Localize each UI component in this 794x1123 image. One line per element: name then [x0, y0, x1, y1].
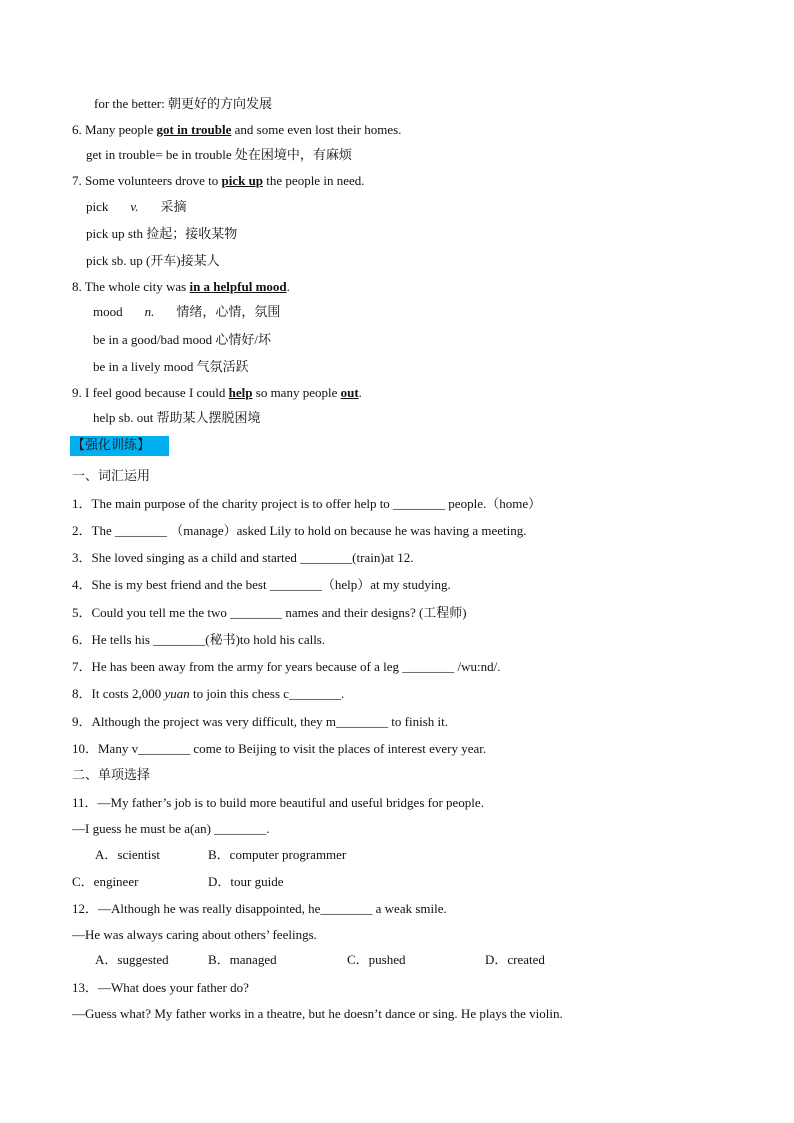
- key-phrase: out: [340, 385, 359, 400]
- note-text: 9. I feel good because I could: [72, 385, 229, 400]
- q11-option-c: C．engineer: [72, 874, 139, 889]
- note-line-3: get in trouble= be in trouble 处在困境中，有麻烦: [86, 147, 352, 162]
- vocab-item-2: 2．The ________ （manage）asked Lily to hold on because he was having a meeting.: [72, 523, 527, 538]
- note-line-1: for the better: 朝更好的方向发展: [94, 96, 272, 111]
- vocab-item-3: 3．She loved singing as a child and started ________(train)at 12.: [72, 550, 414, 565]
- note-line-13: help sb. out 帮助某人摆脱困境: [93, 410, 261, 425]
- note-text: 7. Some volunteers drove to: [72, 173, 222, 188]
- vocab-item-1: 1．The main purpose of the charity project is to offer help to ________ people.（home）: [72, 496, 542, 511]
- note-line-10: be in a good/bad mood 心情好/坏: [93, 332, 272, 347]
- vocab-item-7: 7．He has been away from the army for years because of a leg ________ /wu:nd/.: [72, 659, 501, 674]
- definition: 情绪，心情，氛围: [176, 304, 281, 319]
- note-line-8: [72, 279, 290, 295]
- note-text: .: [358, 385, 362, 400]
- note-line-11: be in a lively mood 气氛活跃: [93, 359, 249, 374]
- q11-option-d: D．tour guide: [208, 874, 284, 889]
- key-phrase: got in trouble: [156, 122, 232, 137]
- vocab-text: to join this chess c________.: [189, 686, 345, 701]
- vocab-italic: yuan: [164, 686, 190, 701]
- note-text: .: [286, 279, 290, 294]
- vocab-text: 8．It costs 2,000: [72, 686, 165, 701]
- part-of-speech: n.: [144, 304, 155, 319]
- part-of-speech: v.: [130, 199, 139, 214]
- q11-option-a: A．scientist: [95, 847, 160, 862]
- q11-answer-line: —I guess he must be a(an) ________.: [72, 821, 270, 836]
- vocab-item-4: 4．She is my best friend and the best ________（help）at my studying.: [72, 577, 451, 592]
- vocab-item-5: 5．Could you tell me the two ________ names and their designs? (工程师): [72, 605, 467, 620]
- q12-answer-line: —He was always caring about others’ feelings.: [72, 927, 317, 942]
- word: mood: [93, 304, 123, 319]
- key-phrase: help: [228, 385, 253, 400]
- vocab-item-9: 9．Although the project was very difficult, they m________ to finish it.: [72, 714, 448, 729]
- note-line-2: [72, 122, 401, 138]
- note-line-5: [86, 199, 186, 215]
- word: pick: [86, 199, 109, 214]
- note-text: the people in need.: [263, 173, 365, 188]
- q12-option-c: C．pushed: [347, 952, 406, 967]
- q12-option-d: D．created: [485, 952, 545, 967]
- note-text: so many people: [252, 385, 341, 400]
- q12-question: 12．—Although he was really disappointed, he________ a weak smile.: [72, 901, 447, 916]
- q12-option-b: B．managed: [208, 952, 277, 967]
- vocab-item-10: 10．Many v________ come to Beijing to visit the places of interest every year.: [72, 741, 487, 756]
- section-heading: 【强化训练】: [72, 438, 151, 453]
- q13-question: 13．—What does your father do?: [72, 980, 249, 995]
- key-phrase: in a helpful mood: [189, 279, 287, 294]
- note-line-4: [72, 173, 364, 189]
- vocab-item-8: [72, 686, 344, 702]
- note-text: 8. The whole city was: [72, 279, 190, 294]
- q13-answer-line: —Guess what? My father works in a theatre, but he doesn’t dance or sing. He plays the violin.: [72, 1006, 563, 1021]
- q11-option-b: B．computer programmer: [208, 847, 347, 862]
- note-line-7: pick sb. up (开车)接某人: [86, 253, 220, 268]
- part2-title: 二、单项选择: [72, 768, 151, 783]
- key-phrase: pick up: [221, 173, 264, 188]
- q11-question: 11．—My father’s job is to build more beautiful and useful bridges for people.: [72, 795, 484, 810]
- q12-option-a: A．suggested: [95, 952, 169, 967]
- note-text: and some even lost their homes.: [231, 122, 402, 137]
- vocab-item-6: 6．He tells his ________(秘书)to hold his calls.: [72, 632, 326, 647]
- note-line-6: pick up sth 捡起；接收某物: [86, 226, 238, 241]
- note-text: 6. Many people: [72, 122, 157, 137]
- note-line-9: [93, 304, 280, 320]
- definition: 采摘: [160, 199, 187, 214]
- part1-title: 一、词汇运用: [72, 469, 151, 484]
- note-line-12: [72, 385, 362, 401]
